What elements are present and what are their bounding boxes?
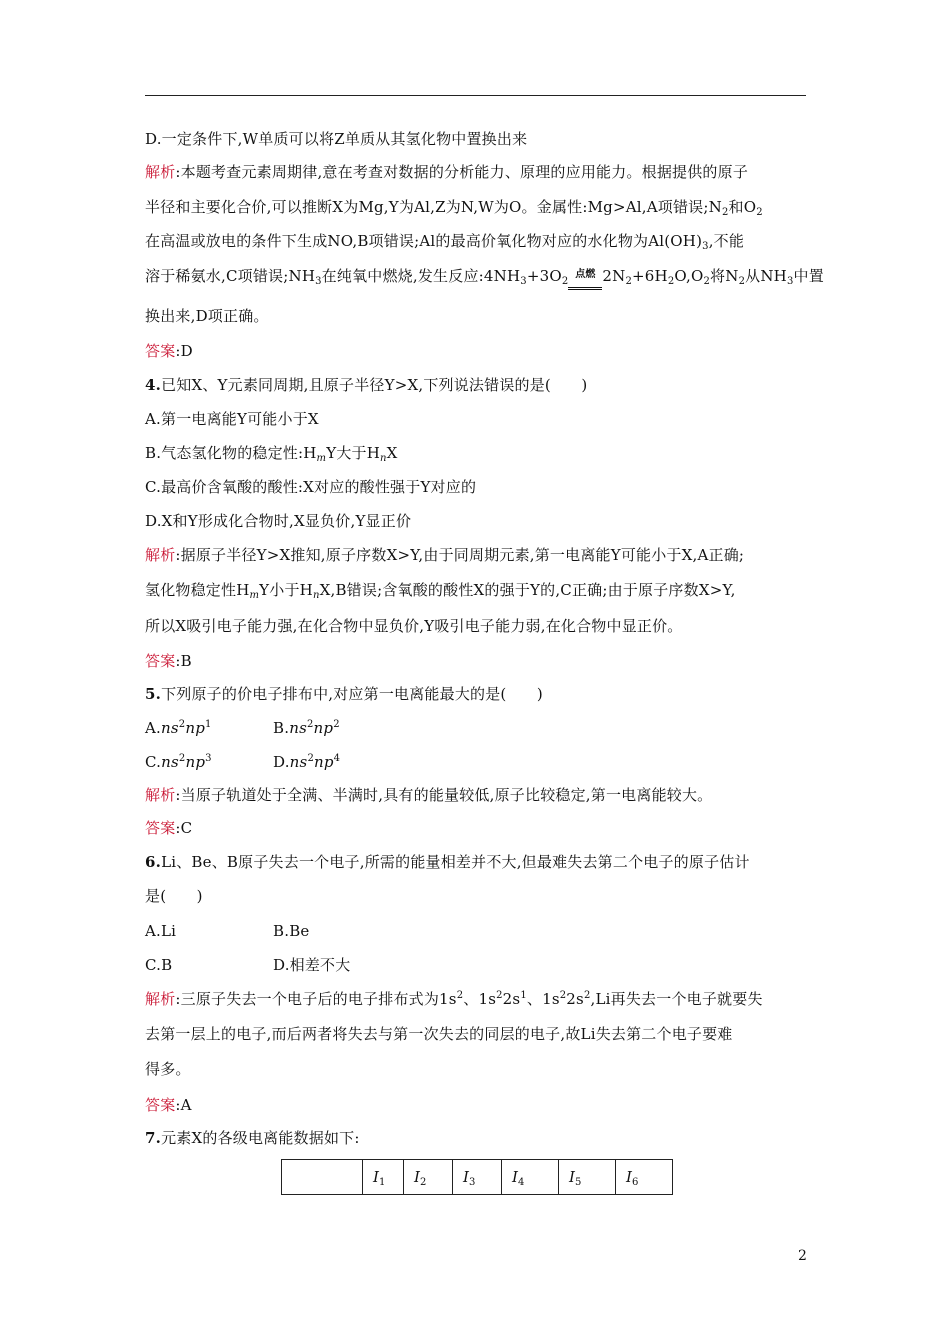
q4-answer: 答案:B <box>145 652 192 670</box>
q3-analysis-line-1: 解析:本题考查元素周期律,意在考查对数据的分析能力、原理的应用能力。根据提供的原子 <box>145 163 749 181</box>
answer-label: 答案 <box>145 342 176 360</box>
reaction-condition-arrow: 点燃 <box>568 265 602 285</box>
q3-option-d: D.一定条件下,W单质可以将Z单质从其氢化物中置换出来 <box>145 130 528 148</box>
q4-option-b: B.气态氢化物的稳定性$:H_mY$大于$H_nX$ <box>145 444 398 464</box>
q5-stem: 5.下列原子的价电子排布中,对应第一电离能最大的是( ) <box>145 685 543 703</box>
q3-analysis-line-2: 半径和主要化合价,可以推断X为Mg,Y为Al,Z为N,W为O。金属性:Mg>Al,A项错误$;N_2$和$O_2$ <box>145 198 763 218</box>
q6-analysis-line-3: 得多。 <box>145 1060 191 1078</box>
q6-stem-line-2: 是( ) <box>145 887 203 905</box>
q4-option-a: A.第一电离能Y可能小于X <box>145 410 319 428</box>
analysis-label: 解析 <box>145 163 176 181</box>
q6-option-b: B.Be <box>273 922 310 940</box>
page-number: 2 <box>798 1248 807 1264</box>
q6-answer: 答案:A <box>145 1096 192 1114</box>
q5-option-b: $B.ns^2np^2$ <box>273 719 340 737</box>
q3-answer: 答案:D <box>145 342 193 360</box>
q5-options-row-2 <box>145 752 341 772</box>
q3-analysis-line-3: 在高温或放电的条件下生成NO,B项错误;Al的最高价氧化物对应的水化物为$Al(OH)_3$,不能 <box>145 232 745 252</box>
table-header-row <box>282 1160 673 1195</box>
q6-options-row-2 <box>145 955 351 975</box>
q4-analysis-line-3: 所以X吸引电子能力强,在化合物中显负价,Y吸引电子能力弱,在化合物中显正价。 <box>145 617 683 635</box>
q5-option-c: $C.ns^2np^3$ <box>145 753 212 771</box>
q6-option-a: A.Li <box>145 922 177 940</box>
q7-stem: 7.元素X的各级电离能数据如下: <box>145 1129 360 1147</box>
table-header-cell: $I_6$ <box>616 1160 673 1195</box>
ionization-energy-table <box>281 1159 673 1195</box>
q4-analysis-line-2: 氢化物稳定性$H_mY$小于$H_nX,B$错误;含氧酸的酸性X的强于Y的,C正确;由于原子序数X>Y, <box>145 581 736 601</box>
q6-analysis-line-1: 解析:三原子失去一个电子后的电子排布式为$1s^2$、$1s^22s^1$、$1s^22s^2,Li$再失去一个电子就要失 <box>145 990 763 1008</box>
table-header-cell: $I_2$ <box>404 1160 453 1195</box>
q3-analysis-line-4: 溶于稀氨水,C项错误$;NH_3$在纯氧中燃烧,发生反应$:4NH_3+3O_2$点燃 $2N_2+6H_2O,O_2$将$N_2$从$NH_3$中置 <box>145 267 824 287</box>
q6-analysis-line-2: 去第一层上的电子,而后两者将失去与第一次失去的同层的电子,故Li失去第二个电子要难 <box>145 1025 733 1043</box>
q3-analysis-line-5: 换出来,D项正确。 <box>145 307 269 325</box>
q6-option-c: C.B <box>145 956 173 974</box>
table-header-cell: $I_3$ <box>453 1160 502 1195</box>
q4-stem: 4.已知X、Y元素同周期,且原子半径Y>X,下列说法错误的是( ) <box>145 376 588 394</box>
q6-options-row-1 <box>145 921 310 941</box>
q6-option-d: D.相差不大 <box>273 956 351 974</box>
q4-option-c: C.最高价含氧酸的酸性:X对应的酸性强于Y对应的 <box>145 478 477 496</box>
table-header-cell: $I_1$ <box>363 1160 404 1195</box>
table-header-cell: $I_4$ <box>502 1160 559 1195</box>
q5-option-d: $D.ns^2np^4$ <box>273 753 341 771</box>
table-header-cell <box>282 1160 363 1195</box>
q4-analysis-line-1: 解析:据原子半径Y>X推知,原子序数X>Y,由于同周期元素,第一电离能Y可能小于X,A正确; <box>145 546 745 564</box>
header-rule <box>145 95 806 96</box>
q6-stem-line-1: 6.Li、Be、B原子失去一个电子,所需的能量相差并不大,但最难失去第二个电子的原子估计 <box>145 853 750 871</box>
q4-option-d: D.X和Y形成化合物时,X显负价,Y显正价 <box>145 512 412 530</box>
table-header-cell: $I_5$ <box>559 1160 616 1195</box>
q5-answer: 答案:C <box>145 819 193 837</box>
q5-option-a: $A.ns^2np^1$ <box>145 719 212 737</box>
q5-options-row-1 <box>145 718 340 738</box>
q5-analysis: 解析:当原子轨道处于全满、半满时,具有的能量较低,原子比较稳定,第一电离能较大。 <box>145 786 713 804</box>
